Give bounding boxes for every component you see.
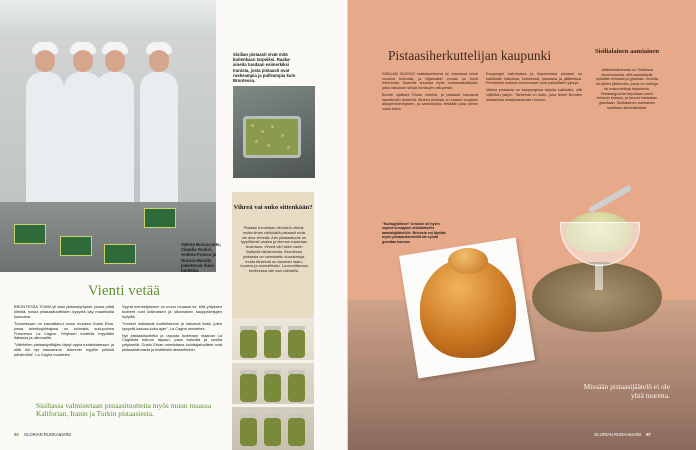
worker-figure — [96, 72, 134, 212]
paragraph: Nyt pistaasituotteita ja raposta tuotetaan maahan La Cagliasta tuttuun tapaan, josta kaivoilla ja uusilla yrityksellä. Gusto Etnan valmistama kuluttajatuotteet ovat pistaasitahnasta ja levitteistä dessertteihin. — [122, 332, 222, 353]
folio-right — [594, 432, 651, 437]
sidebox-body: Pistaasi tunnetaan vihreänä värinä, mutta ilman värikkäitä pistaasit eivät ole aina vihreää. Aito pistaasituote on tyypillisesti vaalea ja hieman ruskeaan vivahtava. Vihreä väri tulee usein lisätystä väriaineesta. Brontessa pistaasia on valmistettu vuosisatoja, mutta tärkeintä on tasainen laatu, tuoreus ja ammattitaito. Luonnollisessa tuotteessa väri saa vaihdella. — [240, 225, 308, 274]
paragraph: BRONTESSA TOIMII yli sata pistaasiyritystä, joissa pitää kiireitä, koska pistaasituotteiden kysyntä käy maailmalla kuumana. — [14, 304, 114, 319]
left-column-1 — [14, 305, 114, 360]
folio-left — [14, 432, 71, 437]
pistachio-box — [104, 244, 136, 264]
page-number: 97 — [646, 432, 651, 437]
jars-photo — [232, 318, 314, 450]
paragraph: Syynä menestykseen on muun muassa se, että yrityksen tuotteet ovat kotimaisen ja ulkomaisen kauppaketjujen hyllyillä. — [122, 304, 222, 319]
paragraph: "Vähitellen pistaasiyrittäjien täytyi oppia tuotteistamaan, ja siitä tuli nyt kasvamme. Aiemmin myytiin pelkkiä pähkinöitä", La Cagha muistelee. — [14, 342, 114, 358]
left-column-2 — [122, 305, 222, 355]
paragraph: Vaikka pistaasia on kaupungissa tarjolla kaikkialla, sitä viljellään paljon. Tärkeintä on laatu, joka tekee Bronten pistaasista maailmankuulun herkun. — [486, 88, 582, 102]
right-column-2 — [486, 72, 582, 104]
spoon — [588, 184, 633, 213]
right-page — [348, 0, 696, 450]
color-sidebox — [232, 192, 314, 450]
magazine-name: GLORIAN RUOKA&VIINI — [594, 432, 642, 437]
pistachio-box — [60, 236, 92, 256]
article-title-right: Pistaasiherkuttelijan kaupunki — [388, 48, 552, 63]
workers-photo — [0, 0, 216, 272]
sidebar-title: Sisilialainen aamiainen — [594, 48, 660, 55]
factory-ceiling — [0, 0, 216, 38]
pull-quote-right: Missään pistaasijäätelö ei ole yhtä tuoretta. — [583, 382, 670, 400]
pull-quote-left: Sisiliassa valmistetaan pistaasituotteita myös muun muassa Kaliforian, Iranin ja Turkin pistaasiesta. — [36, 401, 212, 419]
sidebar-body: Jäätelömakeisista on Sisiliassa tavanomaista, että aamiaisella syödään briossia ja granitaa. Granita on jäinen jälkiruoka, jossa on mehuja tai makeutettuja lisäaineita. Pistaasigranita tarjoillaan usein briossin kanssa, ja briossi kastetaan granitaan. Sisilialainen aamiainen nautitaan kiireettömästi. — [595, 68, 659, 110]
brioche-caption: "Kultapyöllinen" brioche oli hyvin sopiva kumppani sisilialaiselle aamiaisjäätelölle. Briossia voi täyttää myös pistaasikreemillä tai syödä granitan kanssa. — [382, 222, 446, 244]
worker-figure — [140, 72, 178, 212]
sidebox-title: Vihreä vai onko sittenkään? — [233, 204, 313, 211]
article-title-left: Vienti vetää — [88, 283, 160, 299]
brioche-top — [448, 248, 488, 274]
right-column-1 — [382, 72, 478, 114]
page-number: 96 — [14, 432, 19, 437]
worker-figure — [26, 72, 64, 212]
nut-tray — [243, 116, 301, 158]
magazine-name: GLORIAN RUOKA&VIINI — [23, 432, 71, 437]
paragraph: Kaupungin kahviloissa ja leipomoissa pistaasi on kaikkialla: kakuissa, kekseissä, pastassa ja jäätelössä. Perinteiset makeat leivonnaiset ovat paikallisten ylpeys. — [486, 72, 582, 86]
paragraph: SISILIAN SUOSIO matkakohteena on kasvanut viime vuosina huimasti, ja hiljaisiakin vuosia on tullut enemmän. Saarelle suuntaa myös ruokamatkailijoita, jotka haluavat nähdä herkkujen alkuperän. — [382, 72, 478, 91]
pistachio-tray-photo — [233, 86, 315, 178]
glass-stem — [595, 264, 603, 290]
paragraph: Tuotantoaan on kasvattanut muun muassa Gusto Etna, jossa toimitusjohtajana on kolmatta sukupolvea Francesco La Cagha. Yrityksen tuotteita myydään Italiassa ja ulkomailla. — [14, 320, 114, 341]
paragraph: Bronte sijaitsee Etnan rinteillä, ja pistaasit kasvavat laavakivien keskellä. Alueen pistaasi on saanut suojatun alkuperänimityksen, ja sadonkorjuu tehdään joka toinen vuosi käsin. — [382, 92, 478, 111]
glass-bowl — [560, 222, 640, 266]
photo-caption-top: Sisilian pistaasit eivät mitä kuitenkaan tarpeiksi. Raaka-aineita tuodaan esimerkiksi Iranista, josta pistaasit ovat ruskeampia ja pulleampia kuin Brontessa. — [233, 52, 296, 84]
pistachio-box — [14, 224, 46, 244]
photo-caption-bottom: Valeria Bonaccorte, Claudia Godini, Andrea Franco ja Nunzia Marullo pakettovat dulai-tuotteita. — [181, 242, 221, 274]
pistachio-box — [144, 208, 176, 228]
paragraph: "Ihmiset maistavat tuotteitamme ja haluavat lisää, joten kysyntä kasvaa koko ajan", La Cagha muistelee. — [122, 320, 222, 331]
